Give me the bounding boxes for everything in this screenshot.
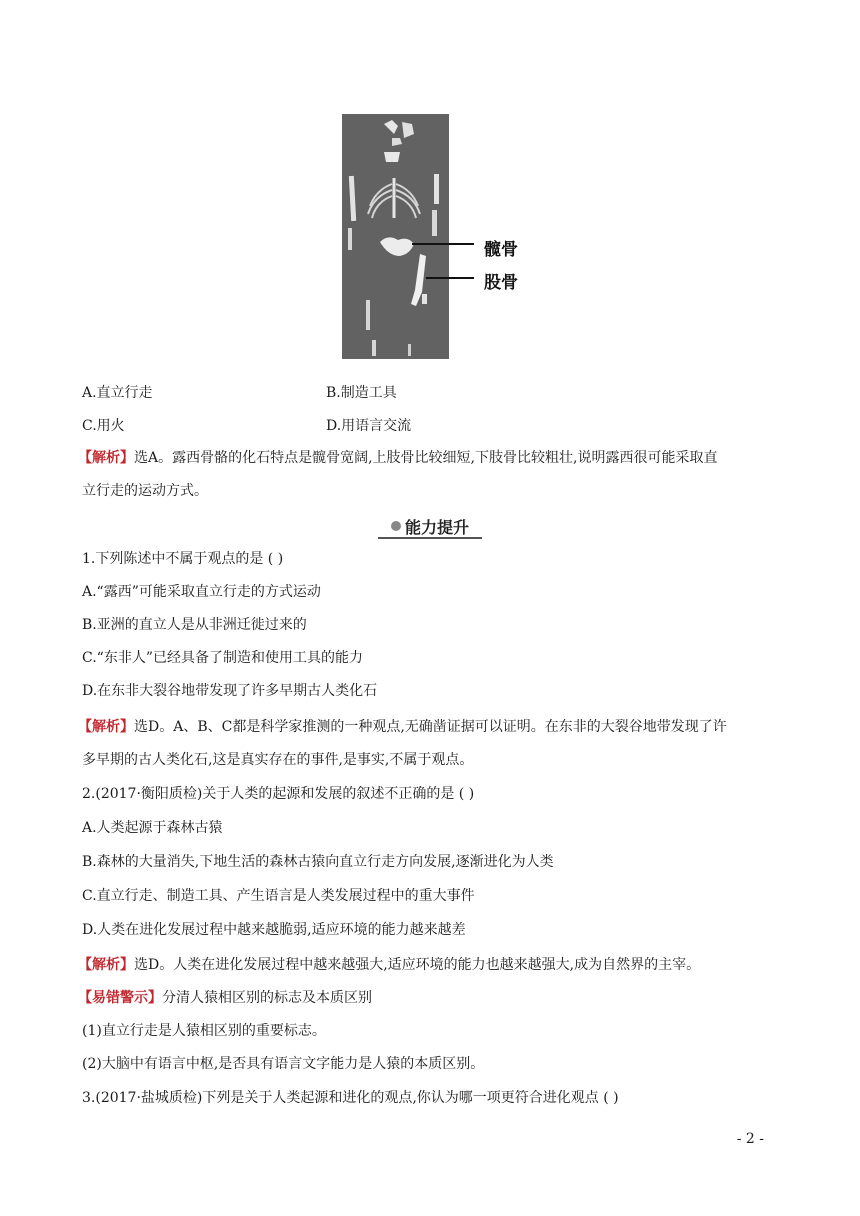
q1-option-b: B.亚洲的直立人是从非洲迁徙过来的	[82, 617, 307, 633]
q2-option-b: B.森林的大量消失,下地生活的森林古猿向直立行走方向发展,逐渐进化为人类	[82, 854, 554, 870]
q3-stem: 3.(2017·盐城质检)下列是关于人类起源和进化的观点,你认为哪一项更符合进化观点 ( )	[82, 1090, 619, 1106]
hip-bone-label: 髋骨	[484, 240, 518, 260]
page-number: - 2 -	[736, 1131, 764, 1147]
q1-option-c: C.“东非人”已经具备了制造和使用工具的能力	[82, 650, 363, 666]
q1-analysis-line2: 多早期的古人类化石,这是真实存在的事件,是事实,不属于观点。	[82, 752, 474, 768]
analysis-tag: 【解析】	[78, 450, 134, 466]
q1-option-d: D.在东非大裂谷地带发现了许多早期古人类化石	[82, 683, 378, 699]
q1-option-a: A.“露西”可能采取直立行走的方式运动	[82, 584, 321, 600]
analysis-0-line2: 立行走的运动方式。	[82, 483, 208, 499]
heading-ornament-icon	[391, 521, 401, 531]
q2-point1: (1)直立行走是人猿相区别的重要标志。	[82, 1023, 326, 1039]
callout-lines	[412, 234, 492, 284]
femur-label: 股骨	[484, 273, 518, 293]
section-heading-text: 能力提升	[404, 517, 469, 537]
q2-option-c: C.直立行走、制造工具、产生语言是人类发展过程中的重大事件	[82, 888, 475, 904]
q2-option-d: D.人类在进化发展过程中越来越脆弱,适应环境的能力越来越差	[82, 922, 466, 938]
option-d: D.用语言交流	[326, 418, 412, 434]
option-a: A.直立行走	[82, 385, 153, 401]
warning-text: 分清人猿相区别的标志及本质区别	[162, 990, 372, 1006]
analysis-tag: 【解析】	[78, 957, 134, 973]
warning-tag: 【易错警示】	[78, 990, 162, 1006]
q2-point2: (2)大脑中有语言中枢,是否具有语言文字能力是人猿的本质区别。	[82, 1056, 485, 1072]
q2-stem: 2.(2017·衡阳质检)关于人类的起源和发展的叙述不正确的是 ( )	[82, 786, 475, 802]
section-heading	[378, 515, 482, 539]
q1-stem: 1.下列陈述中不属于观点的是 ( )	[82, 551, 284, 567]
q1-analysis-line1	[78, 717, 727, 737]
lucy-skeleton-figure	[342, 114, 522, 359]
option-b: B.制造工具	[326, 385, 397, 401]
analysis-tag: 【解析】	[78, 719, 134, 735]
analysis-text: 选D。人类在进化发展过程中越来越强大,适应环境的能力也越来越强大,成为自然界的主宰。	[134, 957, 701, 973]
analysis-0-line1	[78, 448, 717, 468]
q2-analysis	[78, 955, 700, 975]
q2-warning	[78, 988, 372, 1008]
analysis-text: 选A。露西骨骼的化石特点是髋骨宽阔,上肢骨比较细短,下肢骨比较粗壮,说明露西很可能采取直	[134, 450, 718, 466]
q2-option-a: A.人类起源于森林古猿	[82, 820, 223, 836]
analysis-text: 选D。A、B、C都是科学家推测的一种观点,无确凿证据可以证明。在东非的大裂谷地带发现了许	[134, 719, 727, 735]
option-c: C.用火	[82, 418, 125, 434]
